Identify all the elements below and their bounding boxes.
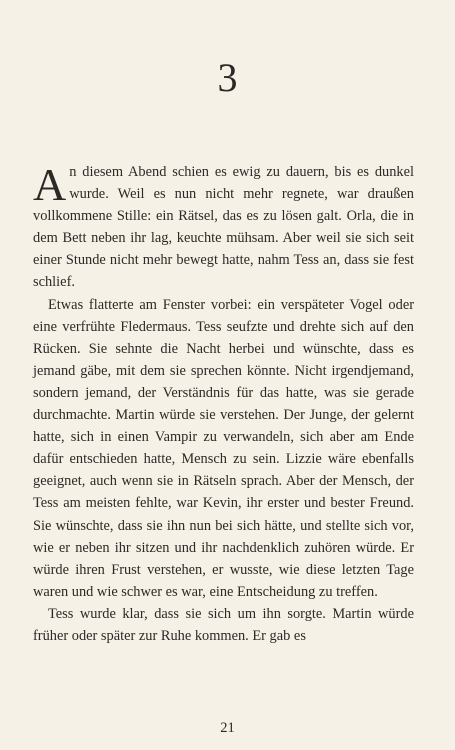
drop-cap: A [33,159,67,210]
chapter-number: 3 [217,55,238,100]
page-number: 21 [220,720,235,736]
paragraph-2: Etwas flatterte am Fenster vorbei: ein verspäteter Vogel oder eine verfrühte Fledermaus. Tess seufzte und drehte sich auf den Rücken. Sie sehnte die Nacht herbei und wünschte, dass es jemand gäbe, mit dem sie sprechen könnte. Nicht irgendjemand, sondern jemand, der Verständnis für das hatte, was sie gerade durchmachte. Martin würde sie verstehen. Der Junge, der gelernt hatte, sich in einen Vampir zu verwandeln, sich aber am Ende dafür entschieden hatte, Mensch zu sein. Lizzie wäre ebenfalls geeignet, auch wenn sie in Rätseln sprach. Aber der Mensch, der Tess am meisten fehlte, war Kevin, ihr erster und bester Freund. Sie wünschte, dass sie ihn nun bei sich hätte, und stellte sich vor, wie er neben ihr sitzen und ihr nachdenklich zuhören würde. Er würde ihren Frust verstehen, er wusste, wie diese letzten Tage waren und wie schwer es war, eine Entscheidung zu treffen. [33,296,414,600]
body-text [33,161,414,647]
paragraph-1-text: n diesem Abend schien es ewig zu dauern, bis es dunkel wurde. Weil es nun nicht mehr regnete, war draußen vollkommene Stille: ein Rätsel, das es zu lösen galt. Orla, die in dem Bett neben ihr lag, keuchte mühsam. Aber weil sie sich seit einer Stunde nicht mehr bewegt hatte, nahm Tess an, dass sie fest schlief. [33,164,414,291]
paragraph-1 [33,161,414,294]
paragraph-3: Tess wurde klar, dass sie sich um ihn sorgte. Martin würde früher oder später zur Ruhe kommen. Er gab es [33,605,414,644]
